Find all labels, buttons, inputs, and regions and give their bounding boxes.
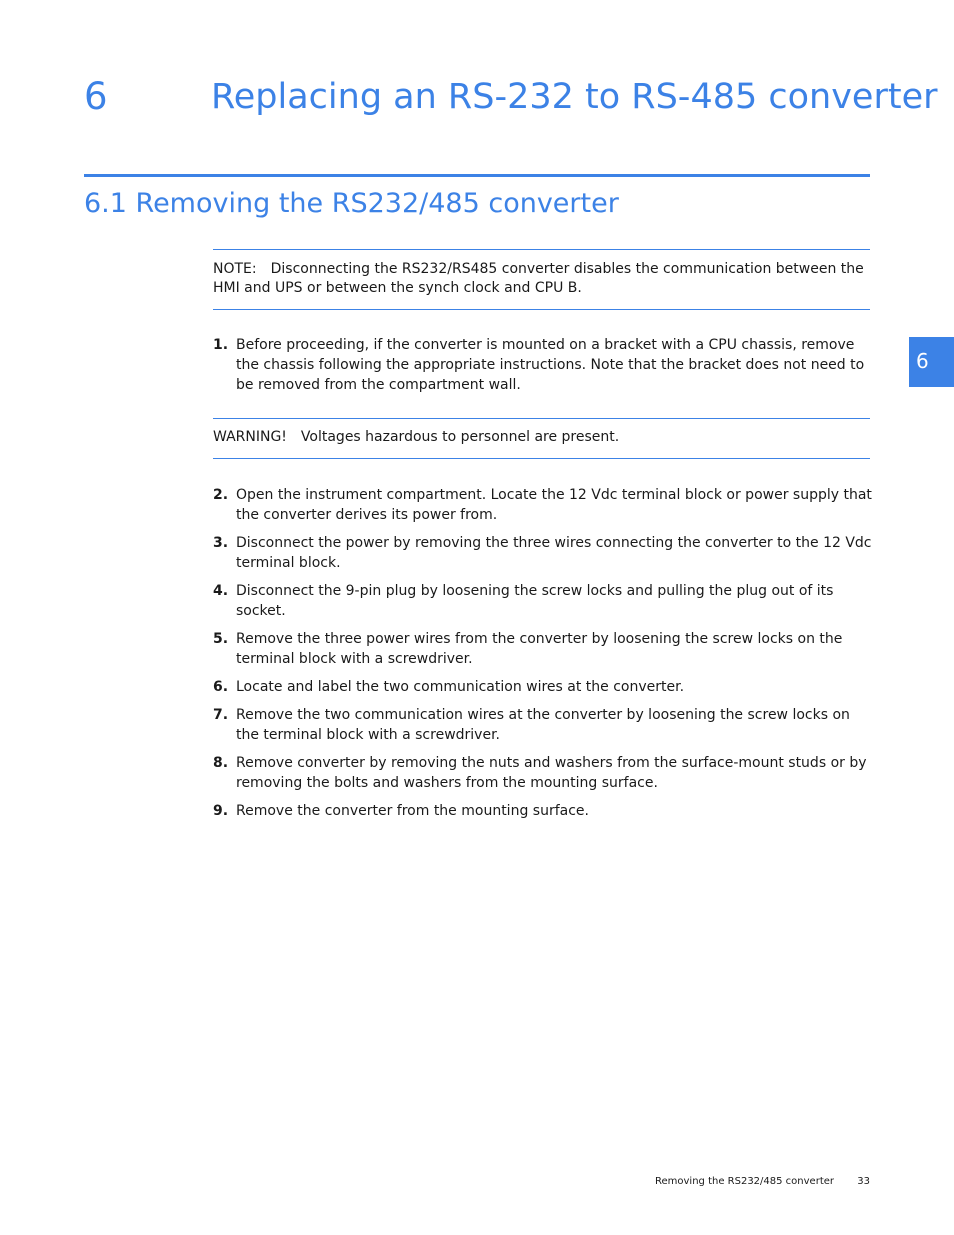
footer-title: Removing the RS232/485 converter bbox=[655, 1176, 834, 1187]
procedure-steps-first bbox=[213, 335, 873, 403]
procedure-step bbox=[213, 581, 873, 621]
chapter-number: 6 bbox=[84, 75, 108, 118]
step-text: Open the instrument compartment. Locate the 12 Vdc terminal block or power supply that the converter derives its power from. bbox=[236, 487, 872, 523]
warning-label: WARNING! bbox=[213, 429, 287, 445]
step-text: Remove converter by removing the nuts and washers from the surface-mount studs or by removing the bolts and washers from the mounting surface. bbox=[236, 755, 867, 791]
procedure-step bbox=[213, 677, 873, 697]
section-title: 6.1 Removing the RS232/485 converter bbox=[84, 188, 619, 219]
procedure-step bbox=[213, 705, 873, 745]
step-number: 6. bbox=[213, 679, 229, 695]
procedure-step bbox=[213, 753, 873, 793]
step-text: Locate and label the two communication wires at the converter. bbox=[236, 679, 685, 695]
step-number: 4. bbox=[213, 583, 229, 599]
note-text: Disconnecting the RS232/RS485 converter disables the communication between the HMI and UPS or between the synch clock and CPU B. bbox=[213, 261, 864, 296]
step-number: 9. bbox=[213, 803, 229, 819]
chapter-divider bbox=[84, 174, 870, 177]
step-text: Before proceeding, if the converter is mounted on a bracket with a CPU chassis, remove the chassis following the appropriate instructions. Note that the bracket does not need to be removed from the compartment wall. bbox=[236, 337, 865, 393]
step-text: Remove the converter from the mounting surface. bbox=[236, 803, 589, 819]
page-number: 33 bbox=[857, 1176, 870, 1187]
procedure-step bbox=[213, 533, 873, 573]
procedure-step bbox=[213, 801, 873, 821]
step-number: 1. bbox=[213, 337, 229, 353]
procedure-step bbox=[213, 629, 873, 669]
step-text: Disconnect the 9-pin plug by loosening the screw locks and pulling the plug out of its socket. bbox=[236, 583, 834, 619]
step-text: Remove the two communication wires at the converter by loosening the screw locks on the terminal block with a screwdriver. bbox=[236, 707, 850, 743]
note-label: NOTE: bbox=[213, 261, 257, 277]
step-text: Remove the three power wires from the converter by loosening the screw locks on the terminal block with a screwdriver. bbox=[236, 631, 843, 667]
step-number: 3. bbox=[213, 535, 229, 551]
step-number: 5. bbox=[213, 631, 229, 647]
step-number: 2. bbox=[213, 487, 229, 503]
chapter-title: Replacing an RS-232 to RS-485 converter bbox=[211, 77, 938, 117]
warning-callout bbox=[213, 418, 870, 459]
step-number: 7. bbox=[213, 707, 229, 723]
procedure-step bbox=[213, 485, 873, 525]
warning-text: Voltages hazardous to personnel are present. bbox=[300, 429, 620, 445]
step-text: Disconnect the power by removing the three wires connecting the converter to the 12 Vdc terminal block. bbox=[236, 535, 872, 571]
step-number: 8. bbox=[213, 755, 229, 771]
note-callout bbox=[213, 249, 870, 310]
procedure-steps-second bbox=[213, 485, 873, 829]
procedure-step bbox=[213, 335, 873, 395]
chapter-tab: 6 bbox=[909, 337, 954, 387]
